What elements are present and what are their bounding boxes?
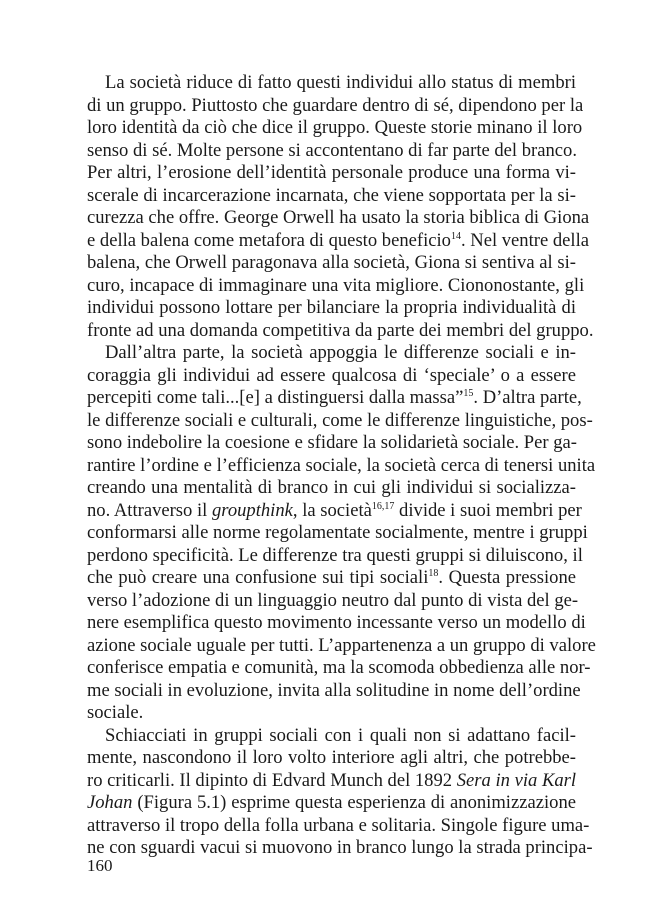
text-line [87,432,576,455]
text-segment: sono indebolire la coesione e sfidare la solidarietà sociale. Per ga- [87,432,577,453]
text-line [87,634,596,658]
text-line [87,274,585,298]
text-line [87,454,596,478]
text-line [87,477,576,500]
text-segment: attraverso il tropo della folla urbana e solitaria. Singole figure uma- [87,814,590,836]
text-line [87,792,576,815]
text-line [87,140,576,163]
text-segment: che può creare una confusione sui tipi sociali [87,567,429,588]
text-segment: (Figura 5.1) esprime questa esperienza di anonimizzazione [132,792,576,813]
text-segment: rantire l’ordine e l’efficienza sociale, la società cerca di tenersi unita [87,454,596,476]
text-segment: , la società [292,499,372,521]
text-line [87,657,591,680]
text-segment: Dall’altra parte, la società appoggia le differenze sociali e in- [105,342,576,363]
text-segment: divide i suoi membri per [394,499,582,521]
text-segment: creando una mentalità di branco in cui gli individui si socializza- [87,477,576,498]
text-segment: no. Attraverso il [87,499,212,521]
footnote-marker: 18 [428,568,439,579]
footnote-marker: 16,17 [371,500,395,512]
body-text [87,72,596,860]
text-segment: percepiti come tali...[e] a distinguersi dalla massa” [87,387,464,408]
text-line [87,522,588,545]
text-segment: azione sociale uguale per tutti. L’appartenenza a un gruppo di valore [87,634,596,656]
text-line [87,567,576,590]
text-segment: . Nel ventre della [460,229,590,251]
footnote-marker: 15 [463,388,474,399]
text-line [87,94,584,118]
text-line [87,319,594,343]
text-segment: fronte ad una domanda competitiva da parte dei membri del gruppo. [87,319,594,341]
text-segment: . Questa pressione [438,567,576,588]
text-line [87,409,593,433]
text-segment: mente, nascondono il loro volto interiore agli altri, che potrebbe- [87,747,576,768]
text-segment: verso l’adozione di un linguaggio neutro dal punto di vista del ge- [87,589,579,611]
text-line [87,679,581,703]
text-segment: balena, che Orwell paragonava alla società, Giona si sentiva al si- [87,252,576,273]
text-segment: scerale di incarcerazione incarnata, che viene sopportata per la si- [87,184,576,206]
text-segment: curo, incapace di immaginare una vita migliore. Ciononostante, gli [87,274,585,296]
text-line [87,342,576,365]
text-line [87,589,579,613]
italic-text: Sera in via Karl [456,769,577,791]
text-segment: perdono specificità. Le differenze tra questi gruppi si diluiscono, il [87,544,583,566]
text-segment: ro criticarli. Il dipinto di Edvard Munch del 1892 [87,769,457,791]
text-segment: sociale. [87,702,144,723]
text-line [87,544,583,568]
text-segment: coraggia gli individui ad essere qualcosa di ‘speciale’ o a essere [87,364,576,386]
text-segment: Schiacciati in gruppi sociali con i quali non si adattano facil- [105,724,576,746]
text-line [87,725,576,748]
page-number: 160 [87,856,113,875]
text-line [87,252,576,275]
text-segment: Per altri, l’erosione dell’identità personale produce una forma vi- [87,162,576,183]
text-segment: e della balena come metafora di questo beneficio [87,229,451,251]
text-segment: conformarsi alle norme regolamentate socialmente, mentre i gruppi [87,522,588,543]
text-segment: ne con sguardi vacui si muovono in branco lungo la strada principa- [87,837,593,858]
text-line [87,814,590,838]
text-line [87,229,590,253]
text-segment: individui possono lottare per bilanciare la propria individualità di [87,297,576,318]
text-line [87,837,593,860]
text-segment: senso di sé. Molte persone si accontentano di far parte del branco. [87,139,577,161]
text-line [87,387,582,410]
text-segment: le differenze sociali e culturali, come le differenze linguistiche, pos- [87,409,593,431]
text-segment: di un gruppo. Piuttosto che guardare dentro di sé, dipendono per la [87,94,584,116]
text-segment: La società riduce di fatto questi individui allo status di membri [105,72,576,93]
text-line [87,612,586,635]
text-line [87,747,576,770]
text-line [87,770,576,793]
text-line [87,72,576,95]
text-line [87,499,582,523]
italic-text: Johan [87,792,133,813]
text-line [87,117,583,140]
text-line [87,365,576,388]
text-line [87,185,576,208]
text-segment: me sociali in evoluzione, invita alla solitudine in nome dell’ordine [87,679,581,701]
italic-text: groupthink [211,499,293,521]
text-segment: loro identità da ciò che dice il gruppo. Queste storie minano il loro [87,117,583,138]
text-segment: curezza che offre. George Orwell ha usato la storia biblica di Giona [87,207,590,228]
text-line [87,207,590,230]
text-line [87,162,576,185]
text-segment: conferisce empatia e comunità, ma la scomoda obbedienza alle nor- [87,657,591,678]
text-line [87,297,576,320]
text-segment: . D’altra parte, [473,387,582,408]
text-line [87,702,576,725]
footnote-marker: 14 [450,230,461,242]
text-segment: nere esemplifica questo movimento incessante verso un modello di [87,612,586,633]
